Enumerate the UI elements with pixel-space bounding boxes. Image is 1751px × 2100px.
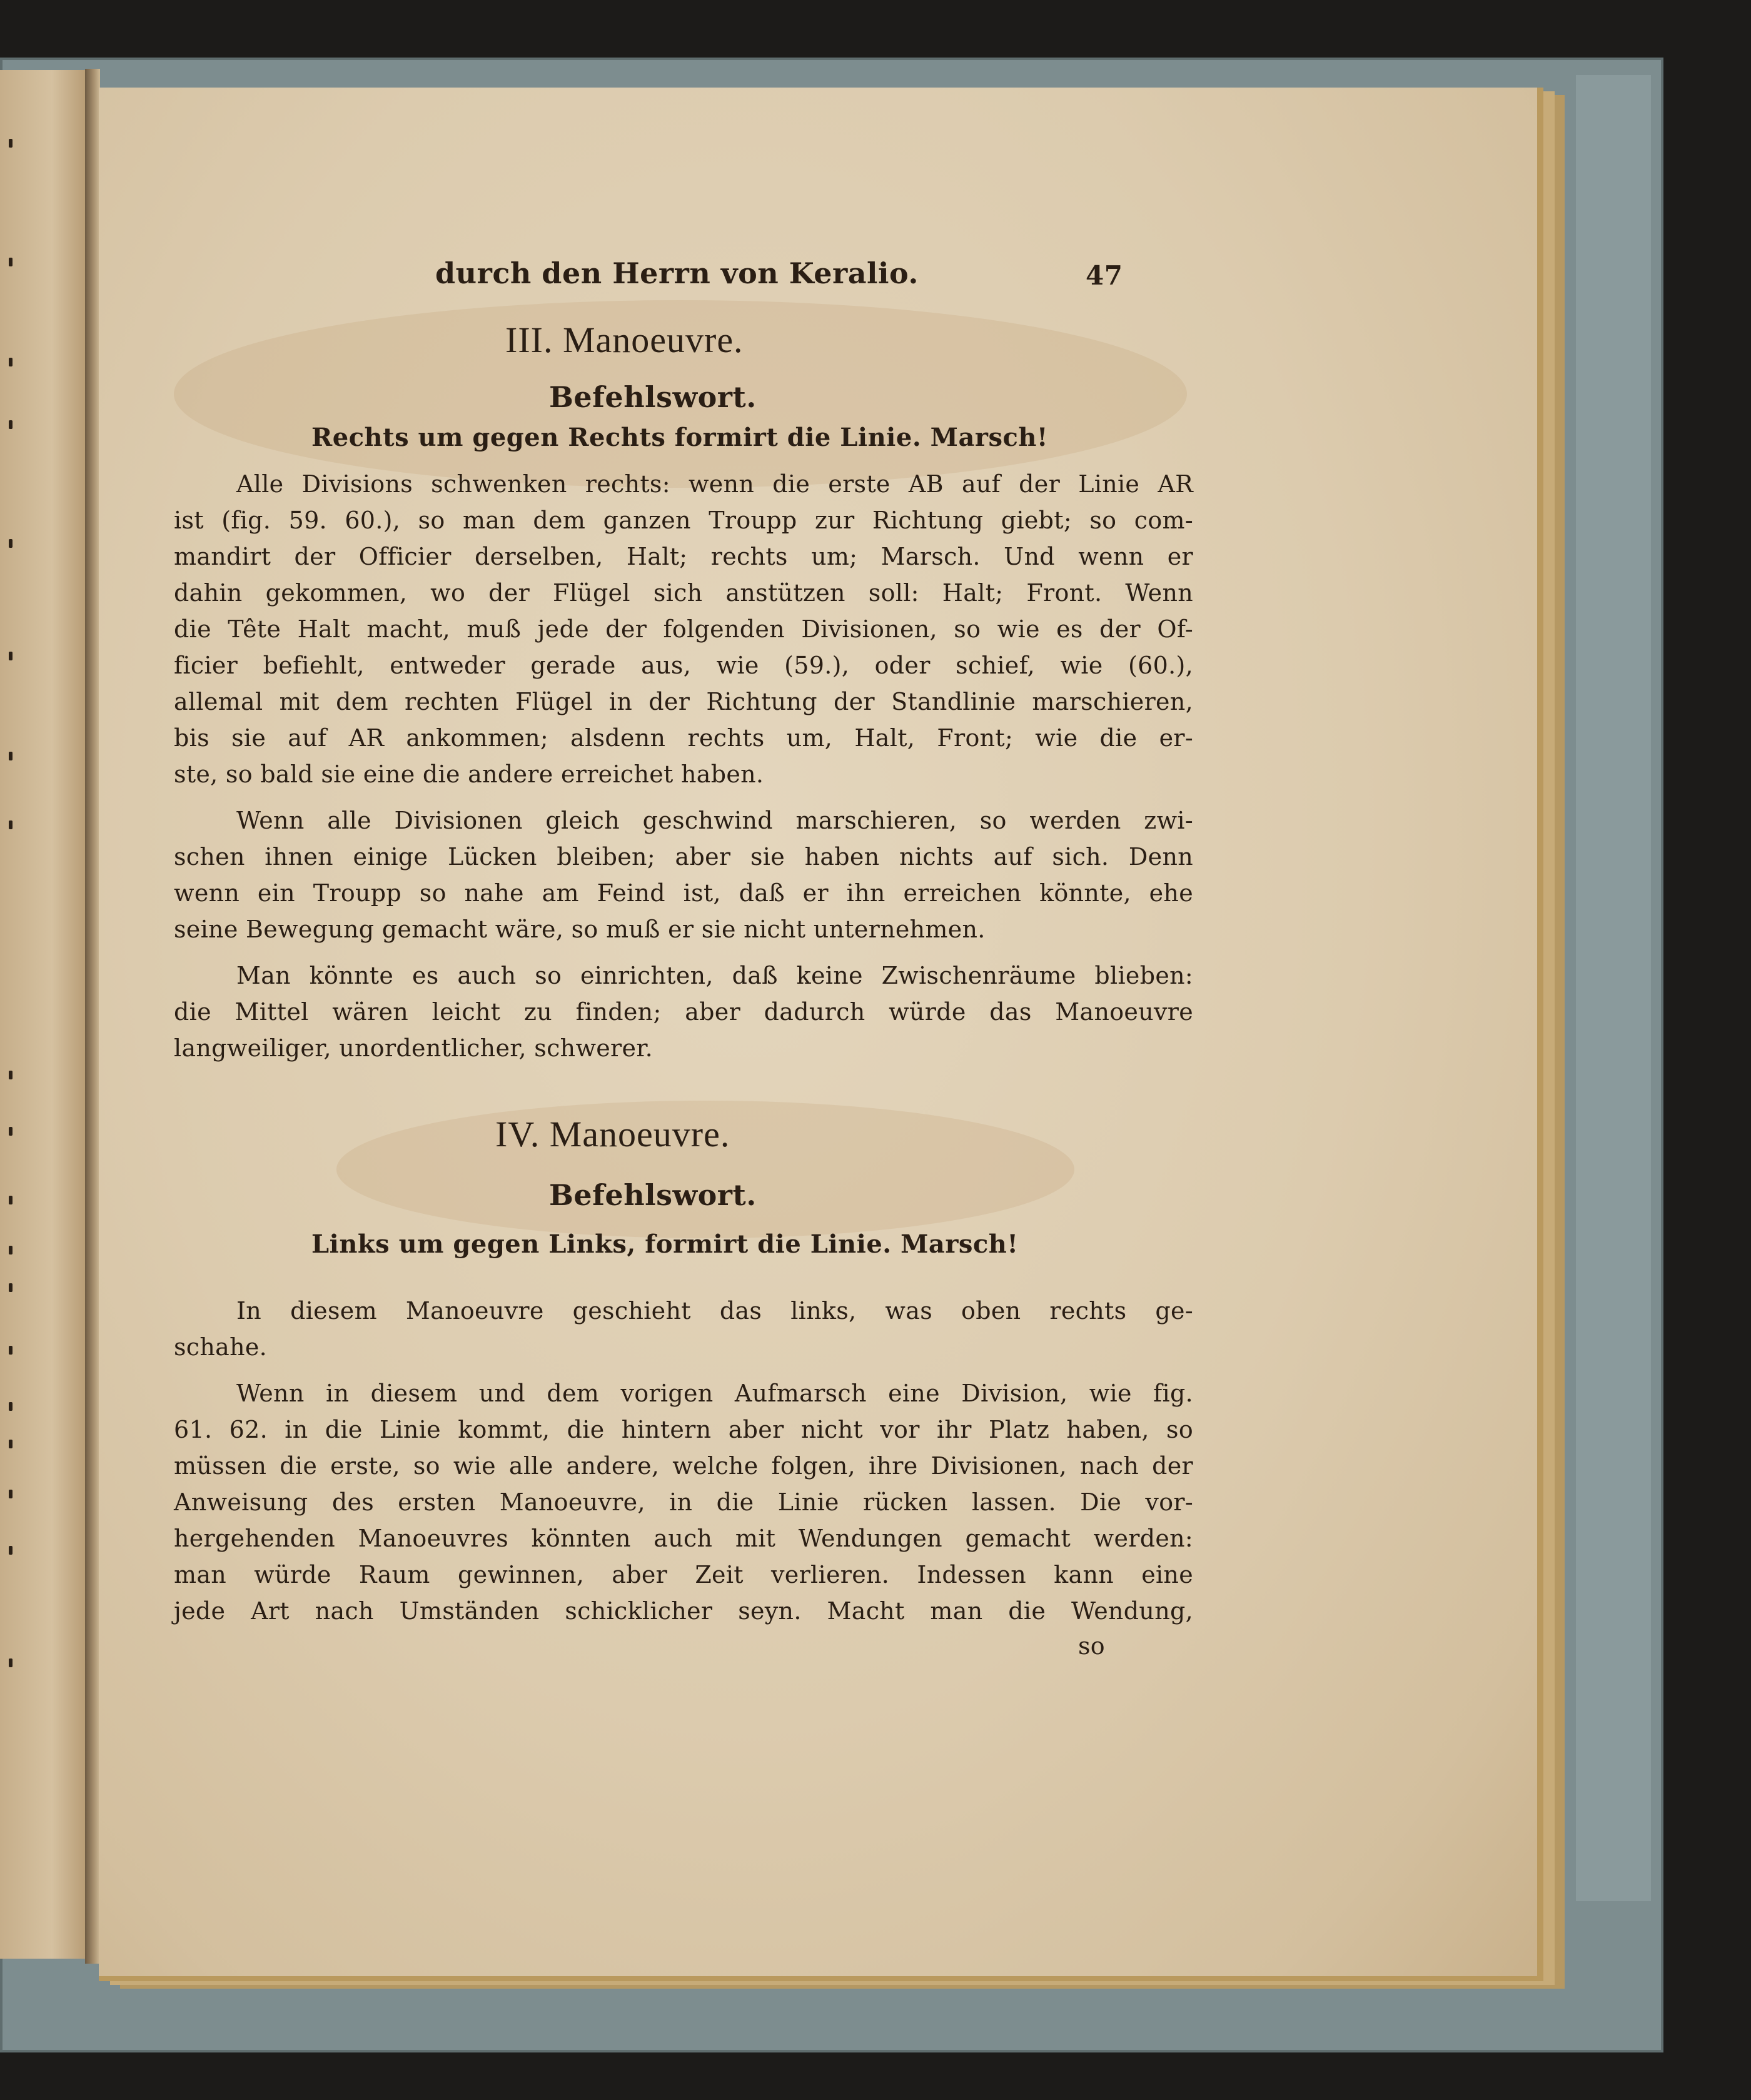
cover-board-edge xyxy=(1576,75,1651,1901)
text-line: ficier befiehlt, entweder gerade aus, wie (59.), oder schief, wie (60.), xyxy=(174,652,1193,679)
text-line: die Mittel wären leicht zu finden; aber dadurch würde das Manoeuvre xyxy=(174,998,1193,1026)
text-line: Wenn in diesem und dem vorigen Aufmarsch eine Division, wie fig. xyxy=(236,1380,1193,1407)
text-line: ist (fig. 59. 60.), so man dem ganzen Troupp zur Richtung giebt; so com- xyxy=(174,507,1193,534)
text-line: langweiliger, unordentlicher, schwerer. xyxy=(174,1034,653,1062)
section-iii-heading: III. Manoeuvre. xyxy=(505,320,744,360)
text-line: seine Bewegung gemacht wäre, so muß er sie nicht unternehmen. xyxy=(174,916,986,943)
text-line: Alle Divisions schwenken rechts: wenn die erste AB auf der Linie AR xyxy=(236,470,1193,498)
text-line: mandirt der Officier derselben, Halt; rechts um; Marsch. Und wenn er xyxy=(174,543,1193,570)
left-page-edge xyxy=(0,70,88,1959)
catchword: so xyxy=(1078,1632,1105,1660)
text-line: müssen die erste, so wie alle andere, welche folgen, ihre Divisionen, nach der xyxy=(174,1452,1193,1480)
page-number: 47 xyxy=(1086,260,1123,291)
text-line: Anweisung des ersten Manoeuvre, in die Linie rücken lassen. Die vor- xyxy=(174,1488,1193,1516)
section-iv-command: Links um gegen Links, formirt die Linie. Marsch! xyxy=(311,1229,1019,1259)
text-line: hergehenden Manoeuvres könnten auch mit Wendungen gemacht werden: xyxy=(174,1525,1193,1552)
running-head-title: durch den Herrn von Keralio. xyxy=(435,256,919,290)
text-line: Man könnte es auch so einrichten, daß keine Zwischenräume blieben: xyxy=(236,962,1193,989)
book-page xyxy=(99,88,1543,1981)
text-line: jede Art nach Umständen schicklicher seyn. Macht man die Wendung, xyxy=(174,1597,1193,1625)
text-line: allemal mit dem rechten Flügel in der Richtung der Standlinie marschieren, xyxy=(174,688,1193,715)
section-iii-command-label: Befehlswort. xyxy=(549,380,757,414)
text-line: schen ihnen einige Lücken bleiben; aber sie haben nichts auf sich. Denn xyxy=(174,843,1193,871)
text-line: ste, so bald sie eine die andere erreichet haben. xyxy=(174,760,764,788)
text-line: dahin gekommen, wo der Flügel sich anstützen soll: Halt; Front. Wenn xyxy=(174,579,1193,607)
section-iii-command: Rechts um gegen Rechts formirt die Linie. Marsch! xyxy=(311,423,1048,452)
text-line: In diesem Manoeuvre geschieht das links, was oben rechts ge- xyxy=(236,1297,1193,1325)
section-iv-command-label: Befehlswort. xyxy=(549,1178,757,1212)
text-line: bis sie auf AR ankommen; alsdenn rechts um, Halt, Front; wie die er- xyxy=(174,724,1193,752)
text-line: man würde Raum gewinnen, aber Zeit verlieren. Indessen kann eine xyxy=(174,1561,1193,1588)
section-iv-heading: IV. Manoeuvre. xyxy=(495,1114,730,1154)
text-line: Wenn alle Divisionen gleich geschwind marschieren, so werden zwi- xyxy=(236,807,1193,834)
page-gutter xyxy=(85,69,100,1964)
text-line: die Tête Halt macht, muß jede der folgenden Divisionen, so wie es der Of- xyxy=(174,615,1193,643)
text-line: 61. 62. in die Linie kommt, die hintern aber nicht vor ihr Platz haben, so xyxy=(174,1416,1193,1443)
text-line: schahe. xyxy=(174,1333,268,1361)
text-line: wenn ein Troupp so nahe am Feind ist, daß er ihn erreichen könnte, ehe xyxy=(174,879,1193,907)
